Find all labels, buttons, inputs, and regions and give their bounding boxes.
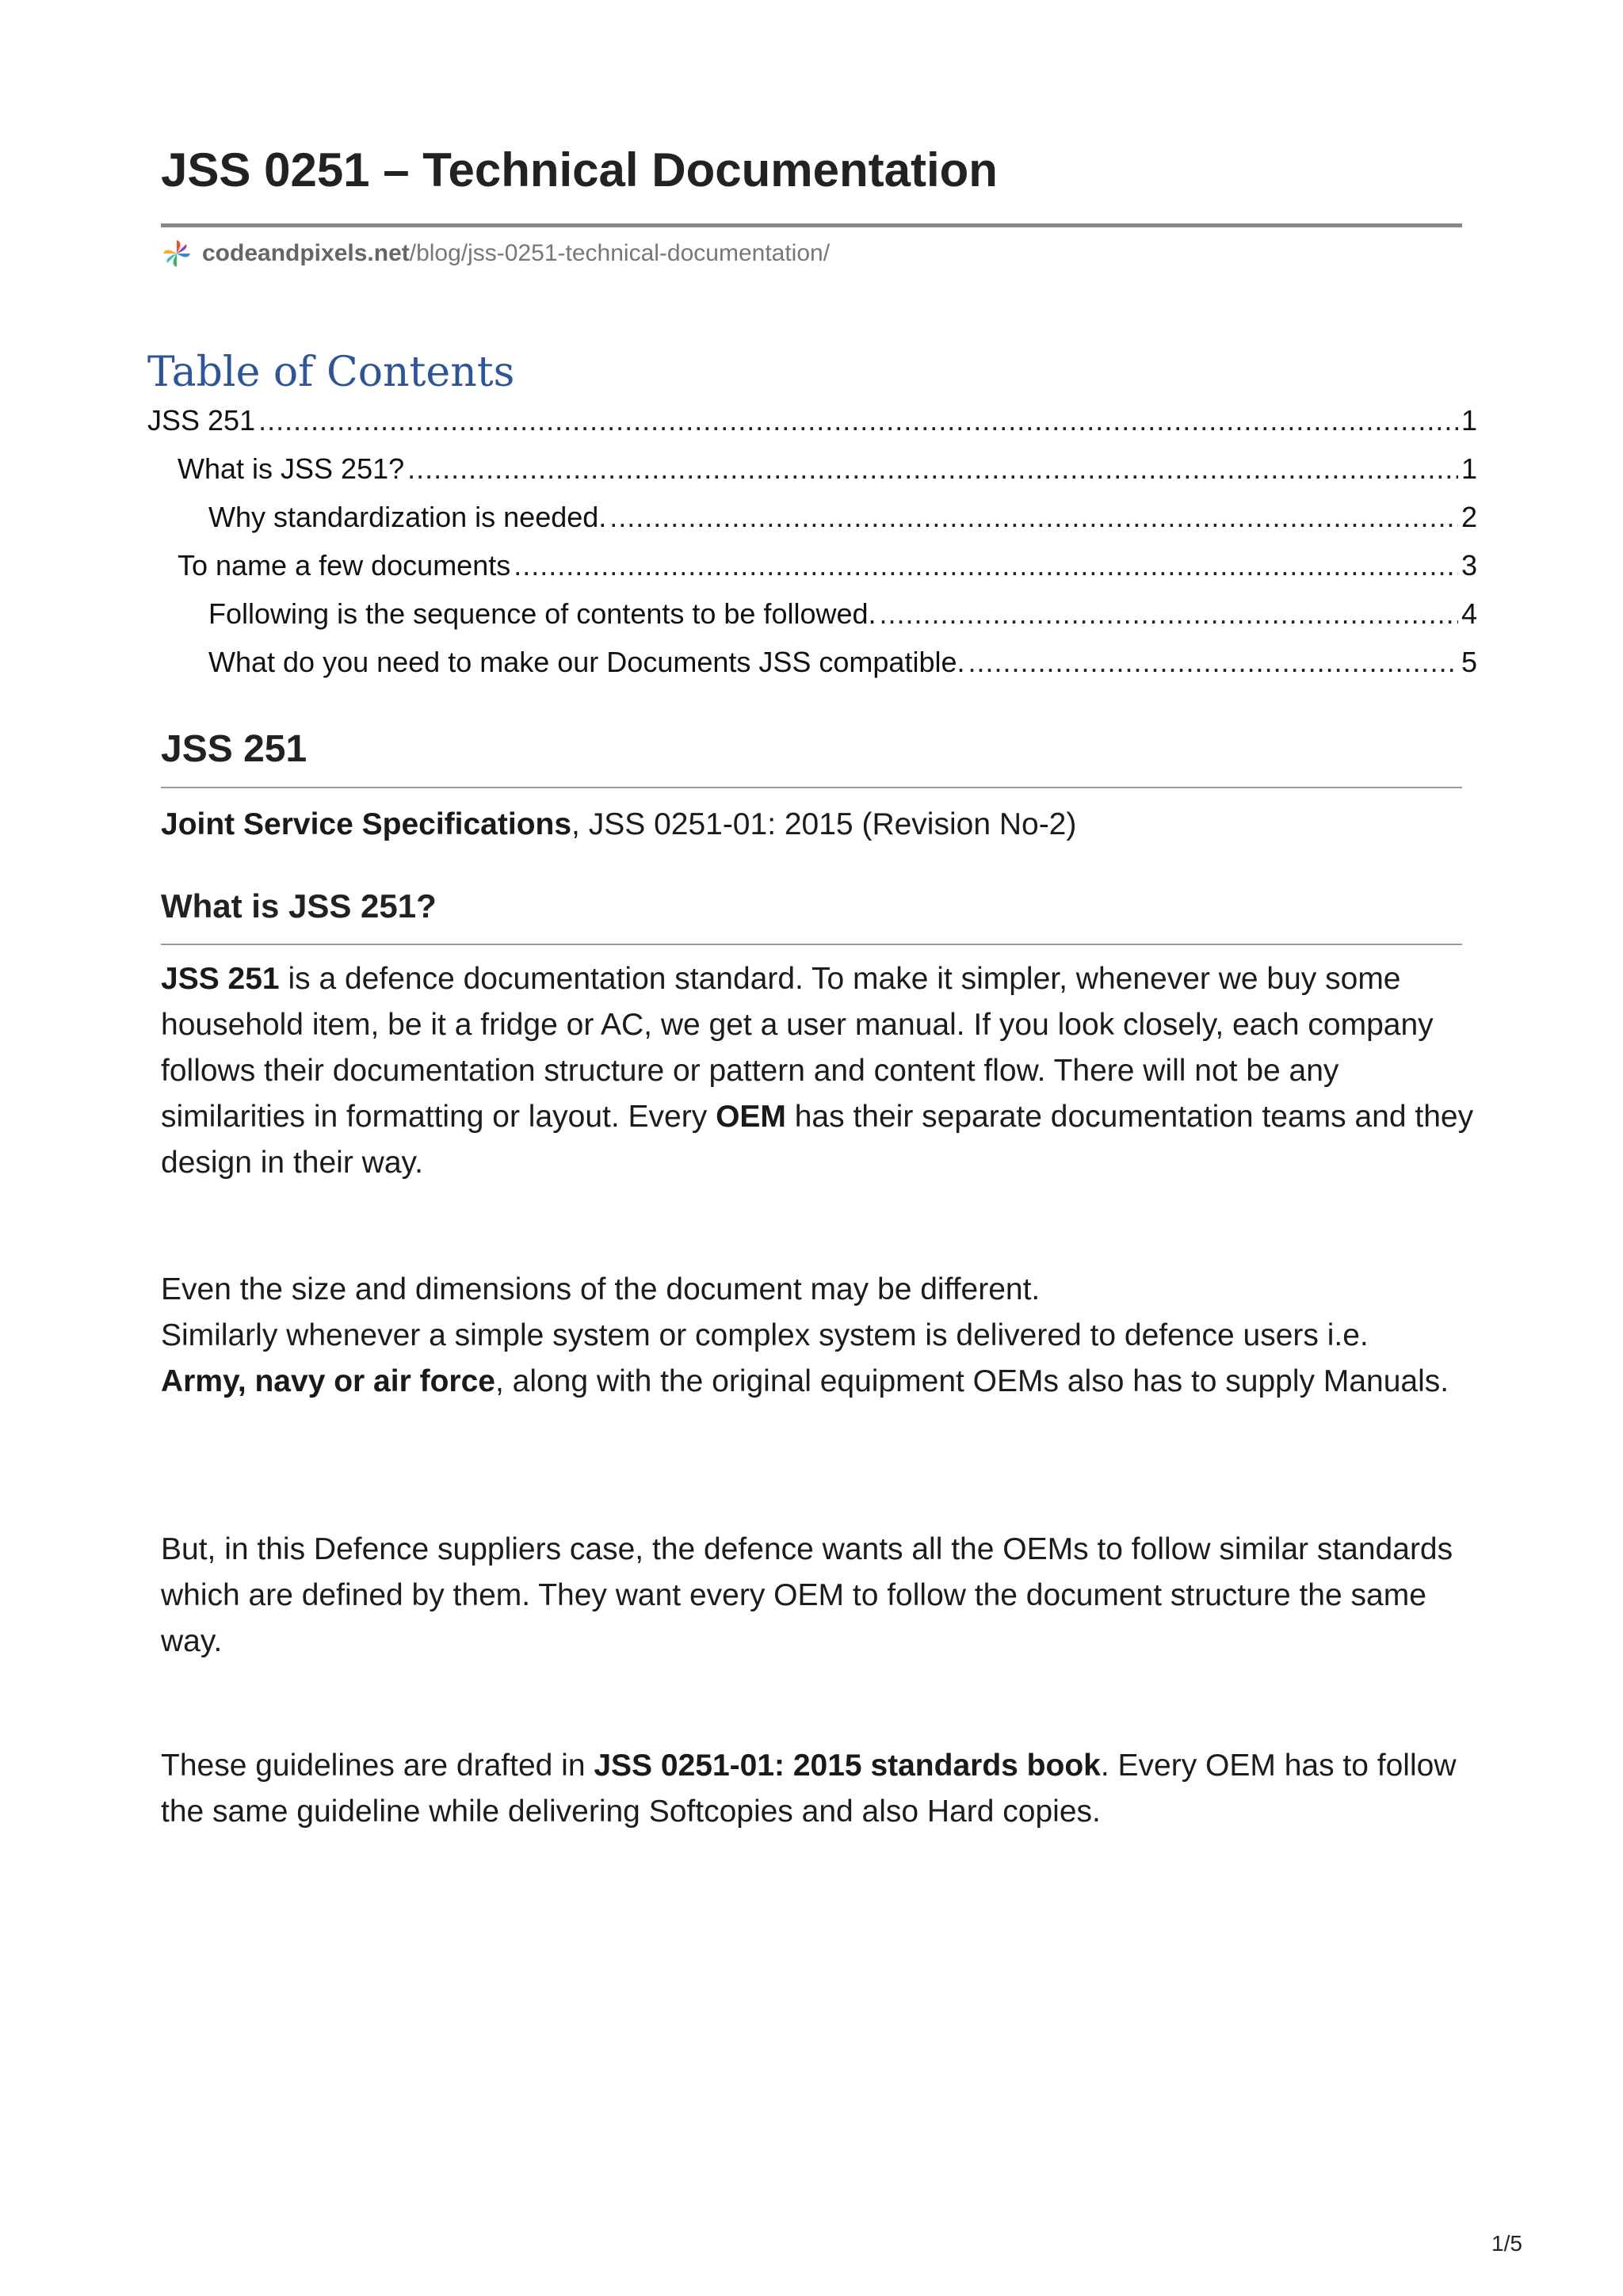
section-divider bbox=[161, 787, 1462, 788]
spec-line bbox=[161, 802, 1476, 848]
document-title: JSS 0251 – Technical Documentation bbox=[161, 143, 998, 196]
toc-leader bbox=[407, 452, 1458, 486]
toc-entry-page: 2 bbox=[1461, 501, 1477, 533]
toc-entry-text: What do you need to make our Documents JSS compatible. bbox=[208, 646, 965, 678]
toc-entry[interactable] bbox=[147, 452, 1477, 501]
toc-entry-page: 1 bbox=[1461, 404, 1477, 437]
paragraph-4 bbox=[161, 1743, 1476, 1835]
toc-title: Table of Contents bbox=[147, 349, 515, 396]
toc-entry[interactable] bbox=[147, 646, 1477, 694]
paragraph-2-line-2: Similarly whenever a simple system or complex system is delivered to defence users i.e. bbox=[161, 1318, 1369, 1352]
toc-entry-text: Following is the sequence of contents to be followed. bbox=[208, 597, 876, 630]
toc-entry-page: 3 bbox=[1461, 549, 1477, 582]
paragraph-1-bold-oem: OEM bbox=[716, 1100, 786, 1134]
paragraph-2 bbox=[161, 1267, 1476, 1405]
paragraph-4-text-b: . Every OEM has to follow the same guideline while delivering Softcopies and also Hard copies. bbox=[161, 1749, 1457, 1829]
toc-entry-page: 5 bbox=[1461, 646, 1477, 678]
paragraph-1 bbox=[161, 956, 1476, 1186]
toc-entry[interactable] bbox=[147, 501, 1477, 549]
source-domain: codeandpixels.net bbox=[202, 240, 410, 266]
spec-bold: Joint Service Specifications bbox=[161, 807, 572, 841]
table-of-contents bbox=[147, 404, 1477, 694]
toc-leader bbox=[258, 404, 1458, 437]
title-divider bbox=[161, 223, 1462, 227]
toc-entry-text: To name a few documents bbox=[178, 549, 511, 582]
paragraph-2-rest: , along with the original equipment OEMs also has to supply Manuals. bbox=[495, 1364, 1449, 1398]
paragraph-4-text-a: These guidelines are drafted in bbox=[161, 1749, 594, 1783]
source-link[interactable] bbox=[161, 238, 830, 269]
toc-entry-text: JSS 251 bbox=[147, 404, 256, 437]
paragraph-2-line-1: Even the size and dimensions of the document may be different. bbox=[161, 1272, 1041, 1306]
source-path: /blog/jss-0251-technical-documentation/ bbox=[409, 240, 831, 266]
toc-leader bbox=[514, 549, 1458, 582]
toc-entry-page: 1 bbox=[1461, 452, 1477, 485]
section-heading-what-is: What is JSS 251? bbox=[161, 887, 437, 925]
paragraph-2-bold: Army, navy or air force bbox=[161, 1364, 495, 1398]
paragraph-4-bold: JSS 0251-01: 2015 standards book bbox=[594, 1749, 1101, 1783]
paragraph-1-text-b: has their separate documentation teams and they design in their way. bbox=[161, 1100, 1474, 1180]
section-divider bbox=[161, 944, 1462, 945]
page-number: 1/5 bbox=[1491, 2231, 1522, 2256]
toc-entry[interactable] bbox=[147, 404, 1477, 452]
toc-entry[interactable] bbox=[147, 549, 1477, 597]
toc-leader bbox=[609, 501, 1458, 534]
paragraph-3: But, in this Defence suppliers case, the defence wants all the OEMs to follow similar standards which are defined by them. They want every OEM to follow the document structure the same way. bbox=[161, 1532, 1453, 1658]
toc-entry[interactable] bbox=[147, 597, 1477, 646]
paragraph-1-bold: JSS 251 bbox=[161, 962, 280, 996]
paragraph-1-text-a: is a defence documentation standard. To make it simpler, whenever we buy some household item, be it a fridge or AC, we get a user manual. If you look closely, each company follows their documentation structure or pattern and content flow. There will not be any similarities in formatting or layout. Every bbox=[161, 962, 1434, 1134]
toc-entry-page: 4 bbox=[1461, 597, 1477, 630]
toc-leader bbox=[880, 597, 1458, 631]
spec-rest: , JSS 0251-01: 2015 (Revision No-2) bbox=[571, 807, 1077, 841]
toc-leader bbox=[968, 646, 1458, 679]
toc-entry-text: Why standardization is needed. bbox=[208, 501, 607, 533]
toc-entry-text: What is JSS 251? bbox=[178, 452, 405, 485]
section-heading-jss-251: JSS 251 bbox=[161, 728, 307, 770]
pinwheel-logo-icon bbox=[161, 238, 193, 269]
